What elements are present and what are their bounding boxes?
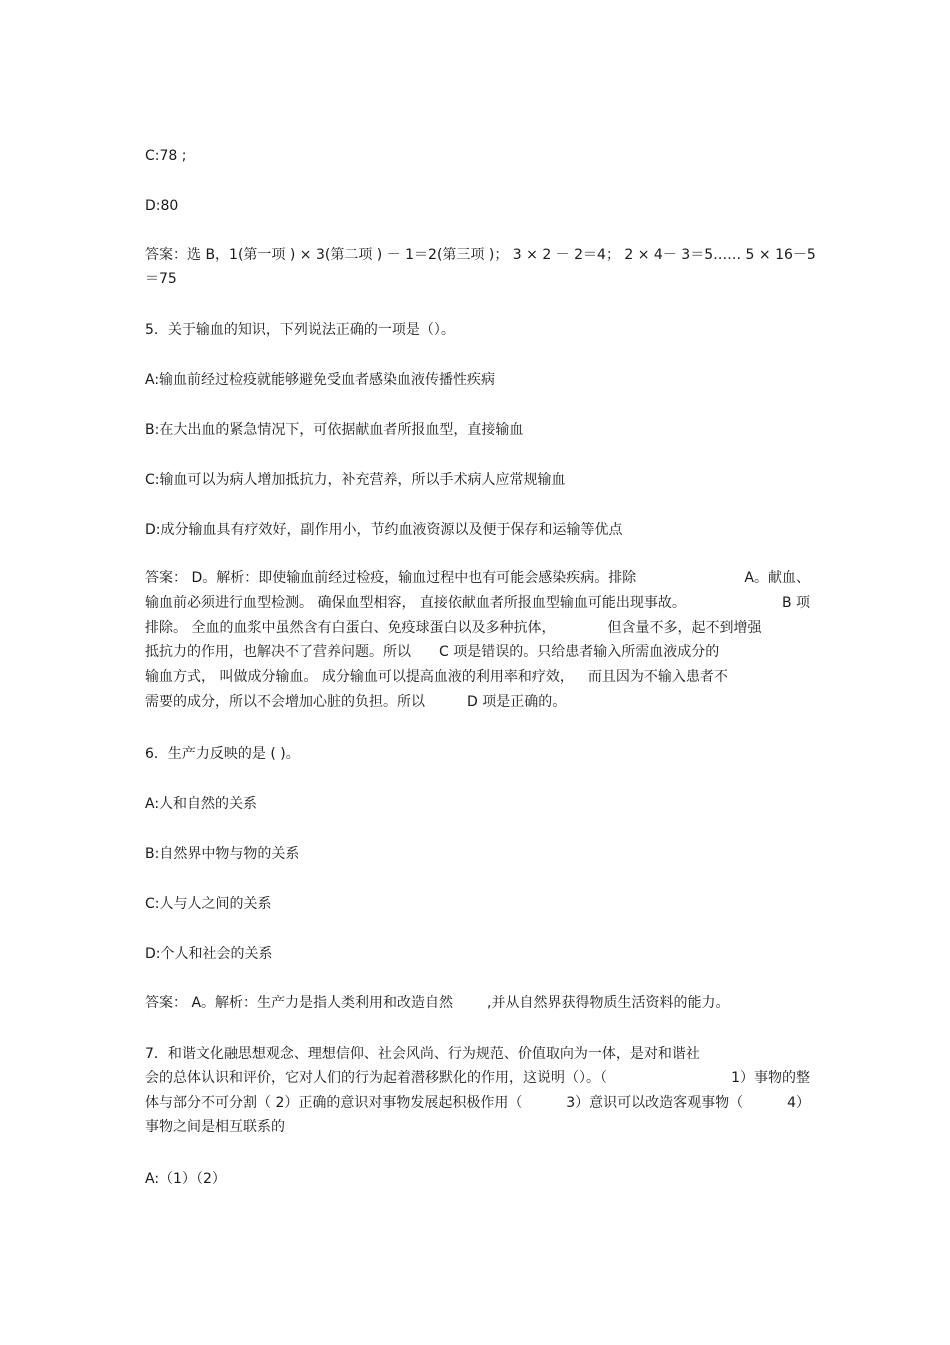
q5-answer-line-5-right: 而且因为不输入患者不 — [587, 669, 728, 685]
q5-answer-line-4-left: 抵抗力的作用，也解决不了营养问题。所以 — [145, 644, 411, 660]
q4-answer-line-2: ＝75 — [145, 271, 177, 287]
q5-answer-line-2 — [145, 594, 810, 612]
q5-answer-line-6 — [145, 693, 566, 711]
q5-option-a: A:输血前经过检疫就能够避免受血者感染血液传播性疾病 — [145, 372, 496, 388]
q7-option-a: A:（1）（2） — [145, 1171, 226, 1187]
q6-option-c: C:人与人之间的关系 — [145, 896, 272, 912]
q7-stem-line-2 — [145, 1069, 810, 1087]
q5-answer-line-6-left: 需要的成分，所以不会增加心脏的负担。所以 — [145, 694, 425, 710]
q7-stem-line-3-part-3: 4） — [787, 1095, 810, 1111]
q6-option-a: A:人和自然的关系 — [145, 796, 258, 812]
q5-answer-line-3-right: 但含量不多，起不到增强 — [607, 620, 762, 636]
q6-answer-left: 答案： A。解析：生产力是指人类利用和改造自然 — [145, 995, 454, 1011]
q7-stem-line-1: 7．和谐文化融思想观念、理想信仰、社会风尚、行为规范、价值取向为一体，是对和谐社 — [145, 1046, 700, 1062]
q7-stem-line-3-part-2: 3）意识可以改造客观事物（ — [566, 1095, 744, 1111]
q5-answer-line-3-left: 排除。 全血的血浆中虽然含有白蛋白、免疫球蛋白以及多种抗体， — [145, 620, 556, 636]
q6-answer-right: ,并从自然界获得物质生活资料的能力。 — [487, 995, 730, 1011]
q7-stem-line-2-right: 1）事物的整 — [731, 1070, 810, 1086]
q5-answer-line-4-right: C 项是错误的。只给患者输入所需血液成分的 — [439, 644, 720, 660]
q7-stem-line-4: 事物之间是相互联系的 — [145, 1119, 285, 1135]
q5-stem: 5．关于输血的知识，下列说法正确的一项是（）。 — [145, 322, 455, 338]
q5-answer-line-5-left: 输血方式， 叫做成分输血。 成分输血可以提高血液的利用率和疗效， — [145, 669, 574, 685]
q5-answer-line-6-right: D 项是正确的。 — [467, 694, 567, 710]
q6-stem: 6．生产力反映的是 ( )。 — [145, 746, 300, 762]
q5-option-c: C:输血可以为病人增加抵抗力，补充营养，所以手术病人应常规输血 — [145, 472, 566, 488]
q6-option-d: D:个人和社会的关系 — [145, 946, 273, 962]
q5-answer-line-1-left: 答案： D。解析：即使输血前经过检疫，输血过程中也有可能会感染疾病。排除 — [145, 570, 637, 586]
q5-option-d: D:成分输血具有疗效好，副作用小，节约血液资源以及便于保存和运输等优点 — [145, 522, 623, 538]
q5-answer-line-1-right: A。献血、 — [744, 570, 810, 586]
q4-option-d: D:80 — [145, 198, 179, 214]
q5-option-b: B:在大出血的紧急情况下，可依据献血者所报血型，直接输血 — [145, 422, 524, 438]
q7-stem-line-3-part-1: 体与部分不可分割（ 2）正确的意识对事物发展起积极作用（ — [145, 1095, 523, 1111]
q7-stem-line-2-left: 会的总体认识和评价，它对人们的行为起着潜移默化的作用，这说明（）。（ — [145, 1070, 607, 1086]
q5-answer-line-2-right: B 项 — [781, 595, 810, 611]
q4-answer-line-1: 答案：选 B，1(第一项 ) × 3(第二项 ) － 1＝2(第三项 )； 3 × 2 － 2＝4； 2 × 4－ 3＝5…… 5 × 16－5 — [145, 247, 816, 263]
q4-option-c: C:78 ; — [145, 148, 187, 164]
q6-option-b: B:自然界中物与物的关系 — [145, 846, 300, 862]
q7-stem-line-3 — [145, 1094, 810, 1112]
q6-answer — [145, 994, 729, 1012]
q5-answer-line-2-left: 输血前必须进行血型检测。 确保血型相容， 直接依献血者所报血型输血可能出现事故。 — [145, 595, 686, 611]
q5-answer-line-5 — [145, 668, 728, 686]
q5-answer-line-1 — [145, 569, 810, 587]
q5-answer-line-4 — [145, 643, 719, 661]
q5-answer-line-3 — [145, 619, 761, 637]
